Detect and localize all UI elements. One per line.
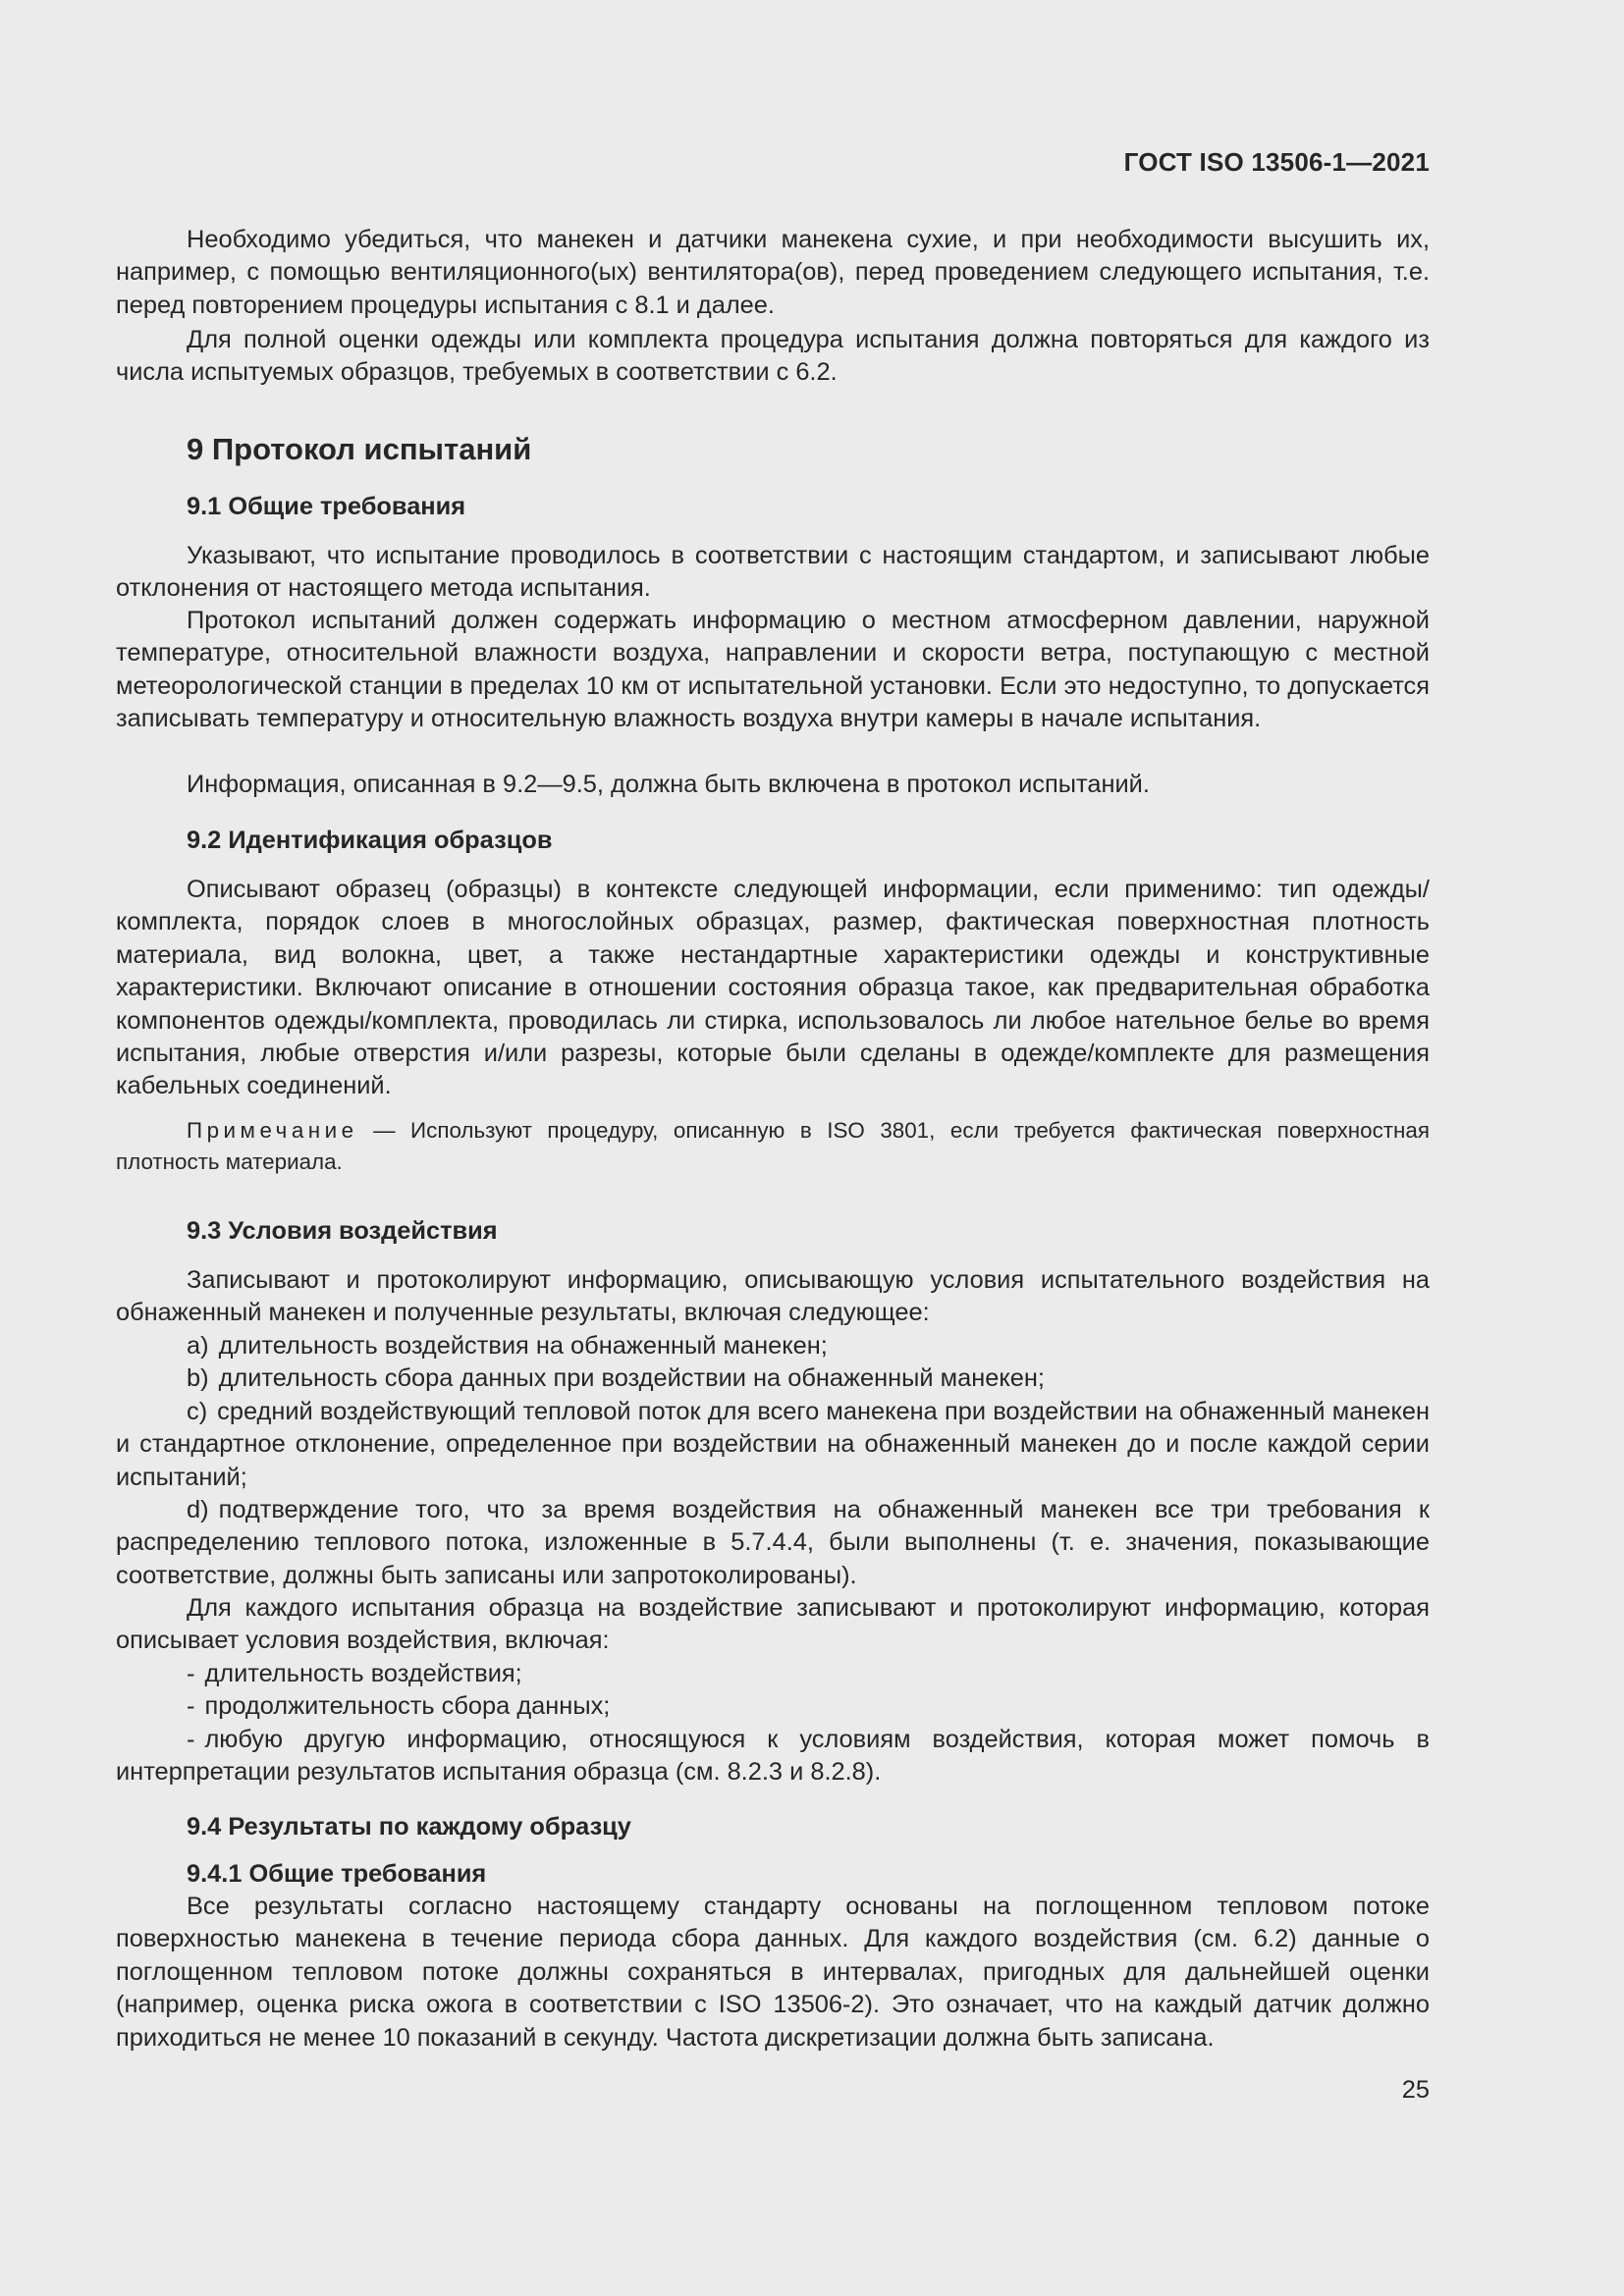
list-item-b	[116, 1362, 1430, 1395]
section-9-1-heading: 9.1 Общие требования	[187, 493, 466, 520]
section-9-1-paragraph-1: Указывают, что испытание проводилось в соответствии с настоящим стандартом, и записывают любые отклонения от настоящего метода испытания.	[116, 542, 1430, 603]
note-text: — Используют процедуру, описанную в ISO 3801, если требуется фактическая поверхностная плотность материала.	[116, 1118, 1430, 1174]
list-item-d	[116, 1494, 1430, 1592]
section-9-4-heading: 9.4 Результаты по каждому образцу	[187, 1813, 631, 1841]
dash-item-text: продолжительность сбора данных;	[204, 1692, 611, 1720]
page-number: 25	[1401, 2076, 1430, 2104]
list-marker: a)	[187, 1332, 209, 1360]
dash-marker: -	[187, 1726, 195, 1753]
dash-item-text: длительность воздействия;	[204, 1660, 522, 1687]
intro-paragraph-1: Необходимо убедиться, что манекен и датчики манекена сухие, и при необходимости высушить их, например, с помощью вентиляционного(ых) вентилятора(ов), перед проведением следующего испытания, т.е. перед повторением процедуры испытания с 8.1 и далее.	[116, 226, 1430, 319]
section-9-2-paragraph-1: Описывают образец (образцы) в контексте следующей информации, если применимо: тип одежды/комплекта, порядок слоев в многослойных образцах, размер, фактическая поверхностная плотность материала, вид волокна, цвет, а также нестандартные характеристики одежды и конструктивные характеристики. Включают описание в отношении состояния образца такое, как предварительная обработка компонентов одежды/комплекта, проводилась ли стирка, использовалось ли любое нательное белье во время испытания, любые отверстия и/или разрезы, которые были сделаны в одежде/комплекте для размещения кабельных соединений.	[116, 876, 1430, 1100]
intro-paragraph-2: Для полной оценки одежды или комплекта процедура испытания должна повторяться для каждого из числа испытуемых образцов, требуемых в соответствии с 6.2.	[116, 326, 1430, 387]
section-9-1-paragraph-2: Протокол испытаний должен содержать информацию о местном атмосферном давлении, наружной температуре, относительной влажности воздуха, направлении и скорости ветра, поступающую с местной метеорологической станции в пределах 10 км от испытательной установки. Если это недоступно, то допускается записывать температуру и относительную влажность воздуха внутри камеры в начале испытания.	[116, 607, 1430, 733]
section-9-1-paragraph-3: Информация, описанная в 9.2—9.5, должна быть включена в протокол испытаний.	[187, 771, 1150, 798]
section-9-3-paragraph-2: Для каждого испытания образца на воздействие записывают и протоколируют информацию, которая описывает условия воздействия, включая:	[116, 1594, 1430, 1655]
dash-item-2	[116, 1690, 1430, 1723]
list-item-a	[116, 1330, 1430, 1362]
list-marker: c)	[187, 1398, 208, 1425]
section-9-2-heading: 9.2 Идентификация образцов	[187, 827, 553, 854]
section-9-3-paragraph-1: Записывают и протоколируют информацию, описывающую условия испытательного воздействия на обнаженный манекен и полученные результаты, включая следующее:	[116, 1266, 1430, 1327]
section-9-heading: 9 Протокол испытаний	[187, 432, 532, 466]
section-9-2-note	[116, 1115, 1430, 1178]
note-label: Примечание	[187, 1118, 358, 1143]
section-9-4-1-heading: 9.4.1 Общие требования	[187, 1860, 487, 1888]
dash-item-1	[116, 1658, 1430, 1690]
dash-marker: -	[187, 1692, 195, 1720]
dash-item-text: любую другую информацию, относящуюся к условиям воздействия, которая может помочь в интерпретации результатов испытания образца (см. 8.2.3 и 8.2.8).	[116, 1726, 1430, 1787]
document-code-header: ГОСТ ISO 13506-1—2021	[1123, 147, 1430, 177]
list-marker: d)	[187, 1496, 209, 1523]
list-item-text: длительность сбора данных при воздействии на обнаженный манекен;	[218, 1364, 1045, 1392]
section-9-4-1-paragraph-1: Все результаты согласно настоящему стандарту основаны на поглощенном тепловом потоке поверхностью манекена в течение периода сбора данных. Для каждого воздействия (см. 6.2) данные о поглощенном тепловом потоке должны сохраняться в интервалах, пригодных для дальнейшей оценки (например, оценка риска ожога в соответствии с ISO 13506-2). Это означает, что на каждый датчик должно приходиться не менее 10 показаний в секунду. Частота дискретизации должна быть записана.	[116, 1893, 1430, 2052]
dash-item-3	[116, 1724, 1430, 1789]
list-marker: b)	[187, 1364, 209, 1392]
list-item-text: средний воздействующий тепловой поток для всего манекена при воздействии на обнаженный манекен и стандартное отклонение, определенное при воздействии на обнаженный манекен до и после каждой серии испытаний;	[116, 1398, 1430, 1491]
list-item-text: длительность воздействия на обнаженный манекен;	[218, 1332, 828, 1360]
list-item-text: подтверждение того, что за время воздействия на обнаженный манекен все три требования к распределению теплового потока, изложенные в 5.7.4.4, были выполнены (т. е. значения, показывающие соответствие, должны быть записаны или запротоколированы).	[116, 1496, 1430, 1589]
section-9-3-heading: 9.3 Условия воздействия	[187, 1217, 498, 1245]
dash-marker: -	[187, 1660, 195, 1687]
list-item-c	[116, 1396, 1430, 1494]
